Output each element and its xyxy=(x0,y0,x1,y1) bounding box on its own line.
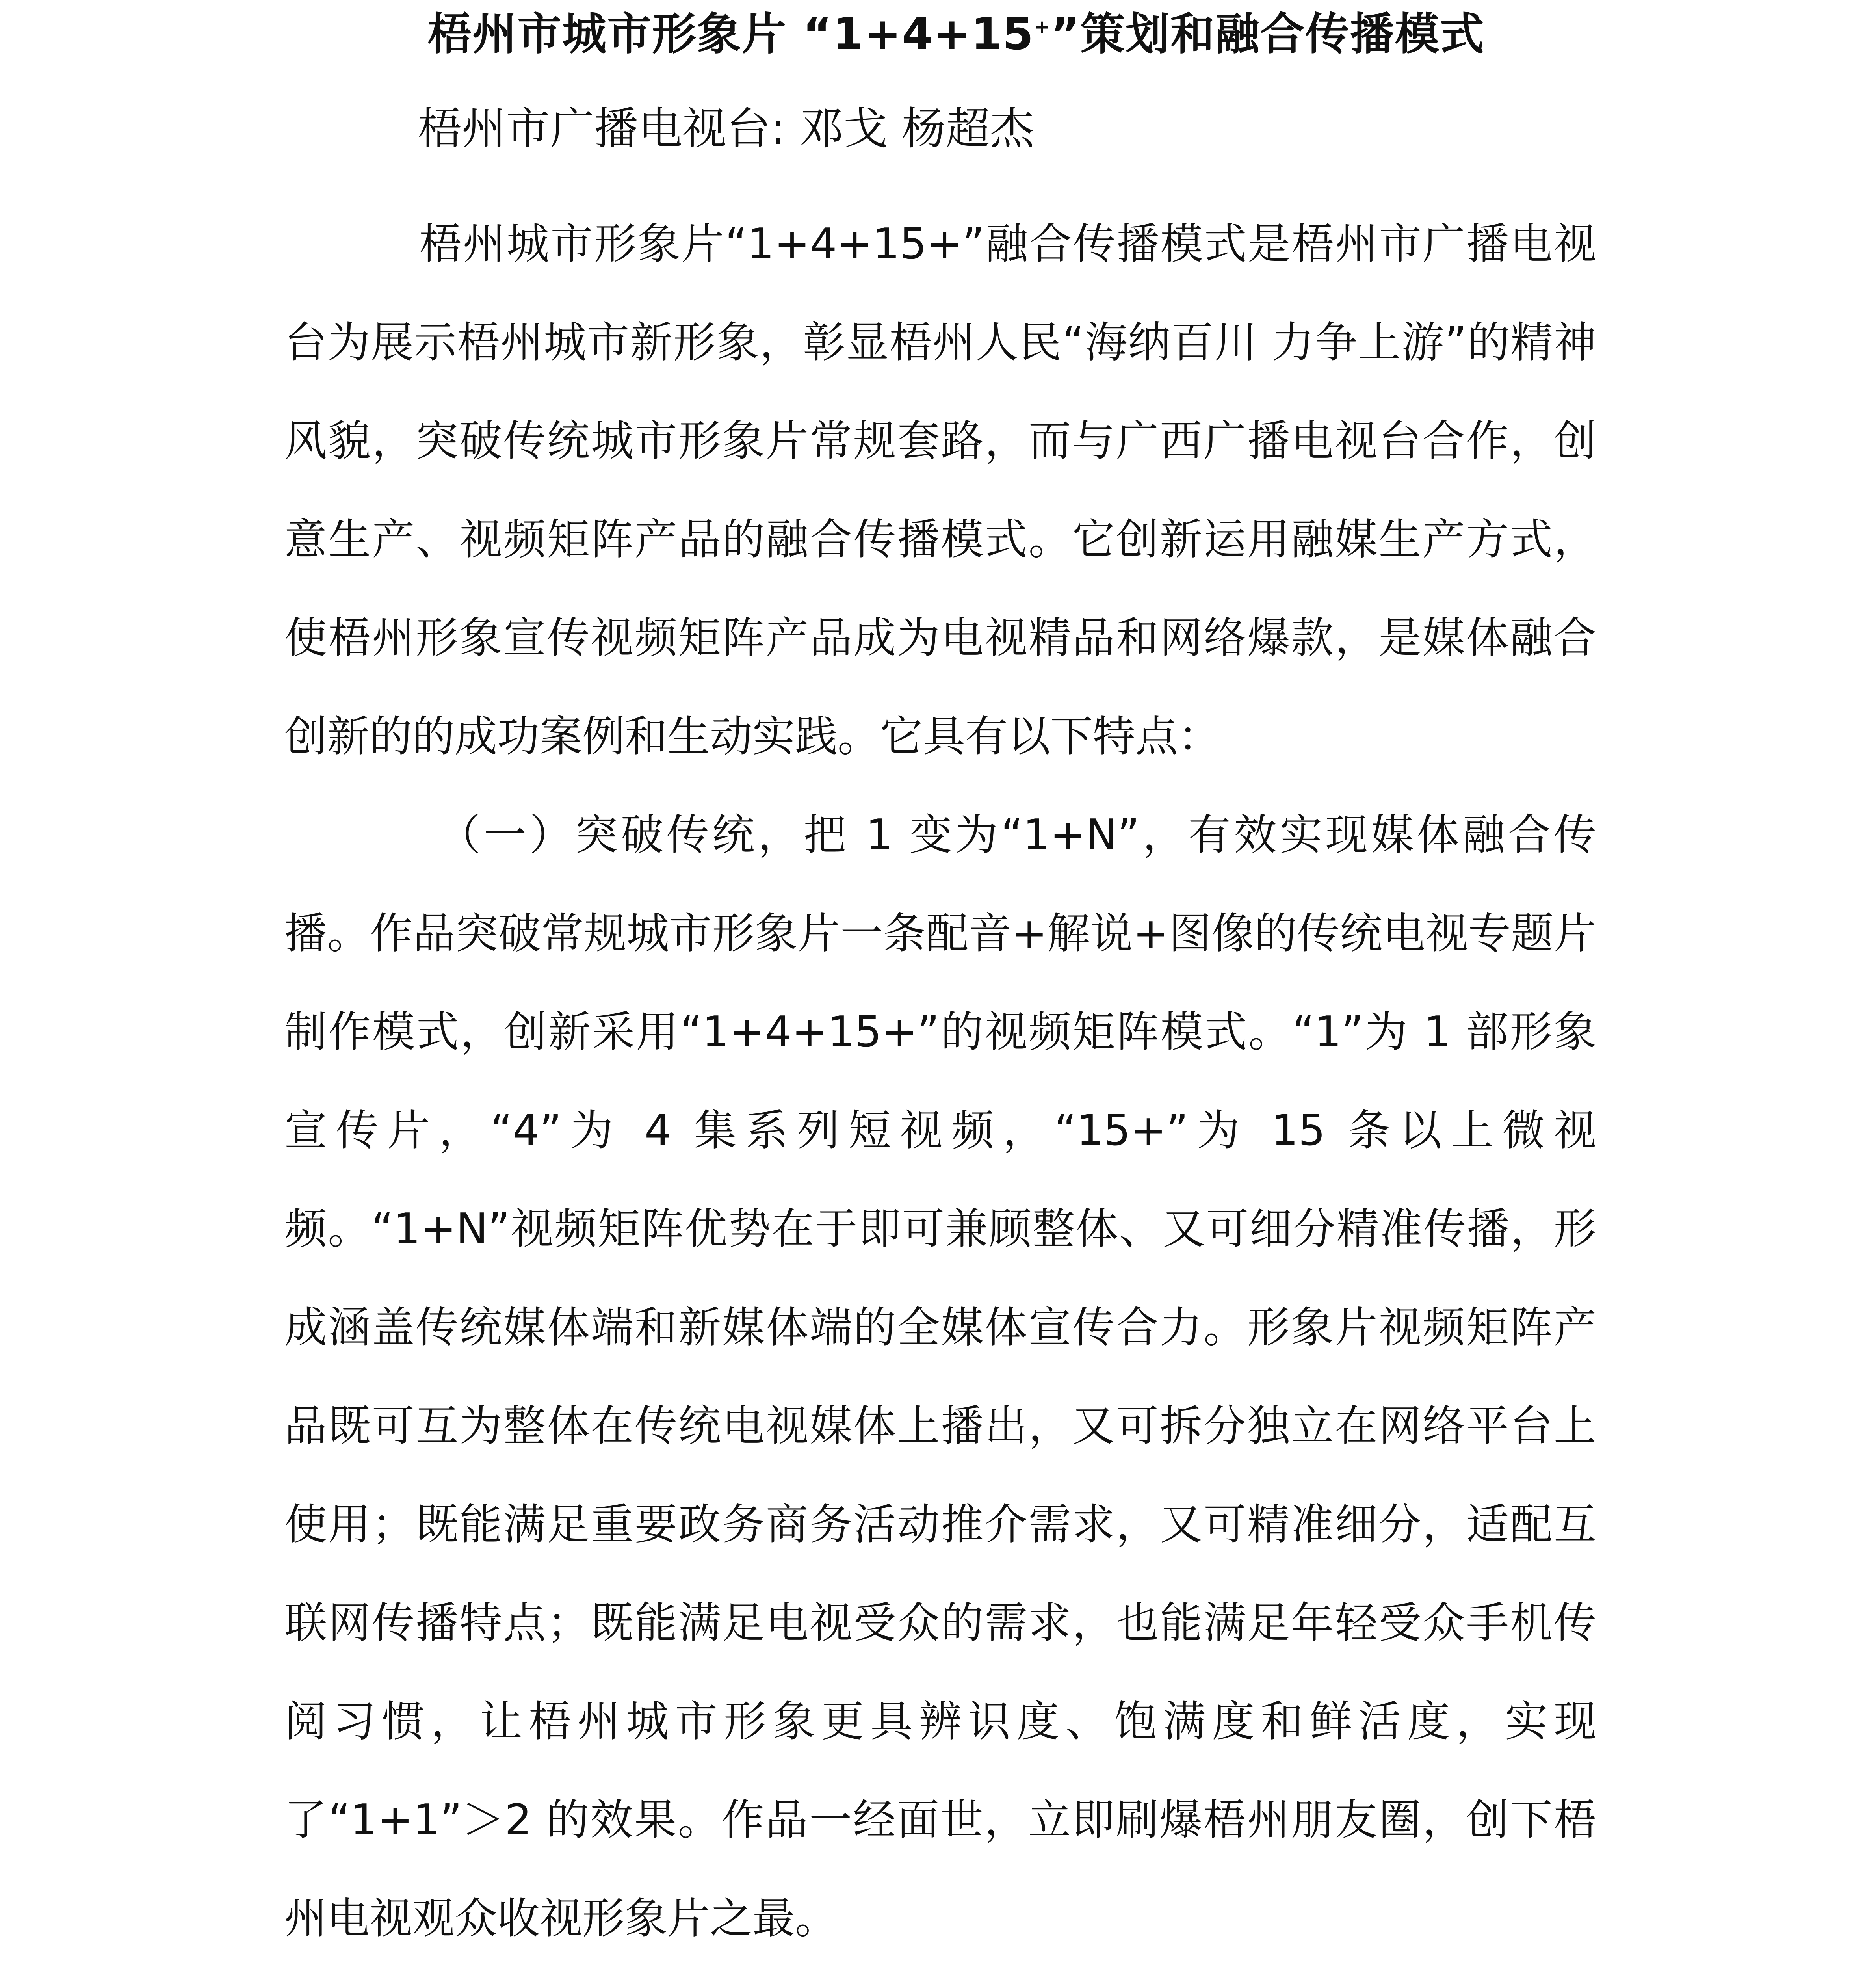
title-main: 梧州市城市形象片 “1+4+15 xyxy=(427,9,1035,60)
paragraph-section-2 xyxy=(284,1968,1596,1970)
title-superscript: + xyxy=(1034,16,1051,38)
paragraph-section-1: （一）突破传统，把 1 变为“1+N”，有效实现媒体融合传播。作品突破常规城市形象片一条配音+解说+图像的传统电视专题片制作模式，创新采用“1+4+15+”的视频矩阵模式。“1”为 1 部形象宣传片，“4”为 4 集系列短视频，“15+”为 15 条以上微视频。“1+N”视频矩阵优势在于即可兼顾整体、又可细分精准传播，形成涵盖传统媒体端和新媒体端的全媒体宣传合力。形象片视频矩阵产品既可互为整体在传统电视媒体上播出，又可拆分独立在网络平台上使用；既能满足重要政务商务活动推介需求，又可精准细分，适配互联网传播特点；既能满足电视受众的需求，也能满足年轻受众手机传阅习惯，让梧州城市形象更具辨识度、饱满度和鲜活度，实现了“1+1”＞2 的效果。作品一经面世，立即刷爆梧州朋友圈，创下梧州电视观众收视形象片之最。 xyxy=(284,810,1596,1943)
paragraph-intro: 梧州城市形象片“1+4+15+”融合传播模式是梧州市广播电视台为展示梧州城市新形象，彰显梧州人民“海纳百川 力争上游”的精神风貌，突破传统城市形象片常规套路，而与广西广播电视台合作，创意生产、视频矩阵产品的融合传播模式。它创新运用融媒生产方式，使梧州形象宣传视频矩阵产品成为电视精品和网络爆款，是媒体融合创新的的成功案例和生动实践。它具有以下特点： xyxy=(284,219,1596,761)
document-body xyxy=(284,195,1596,1970)
author-byline: 梧州市广播电视台: 邓戈 杨超杰 xyxy=(418,103,1034,154)
title-end: ”策划和融合传播模式 xyxy=(1051,9,1485,60)
document-title xyxy=(427,5,1485,64)
